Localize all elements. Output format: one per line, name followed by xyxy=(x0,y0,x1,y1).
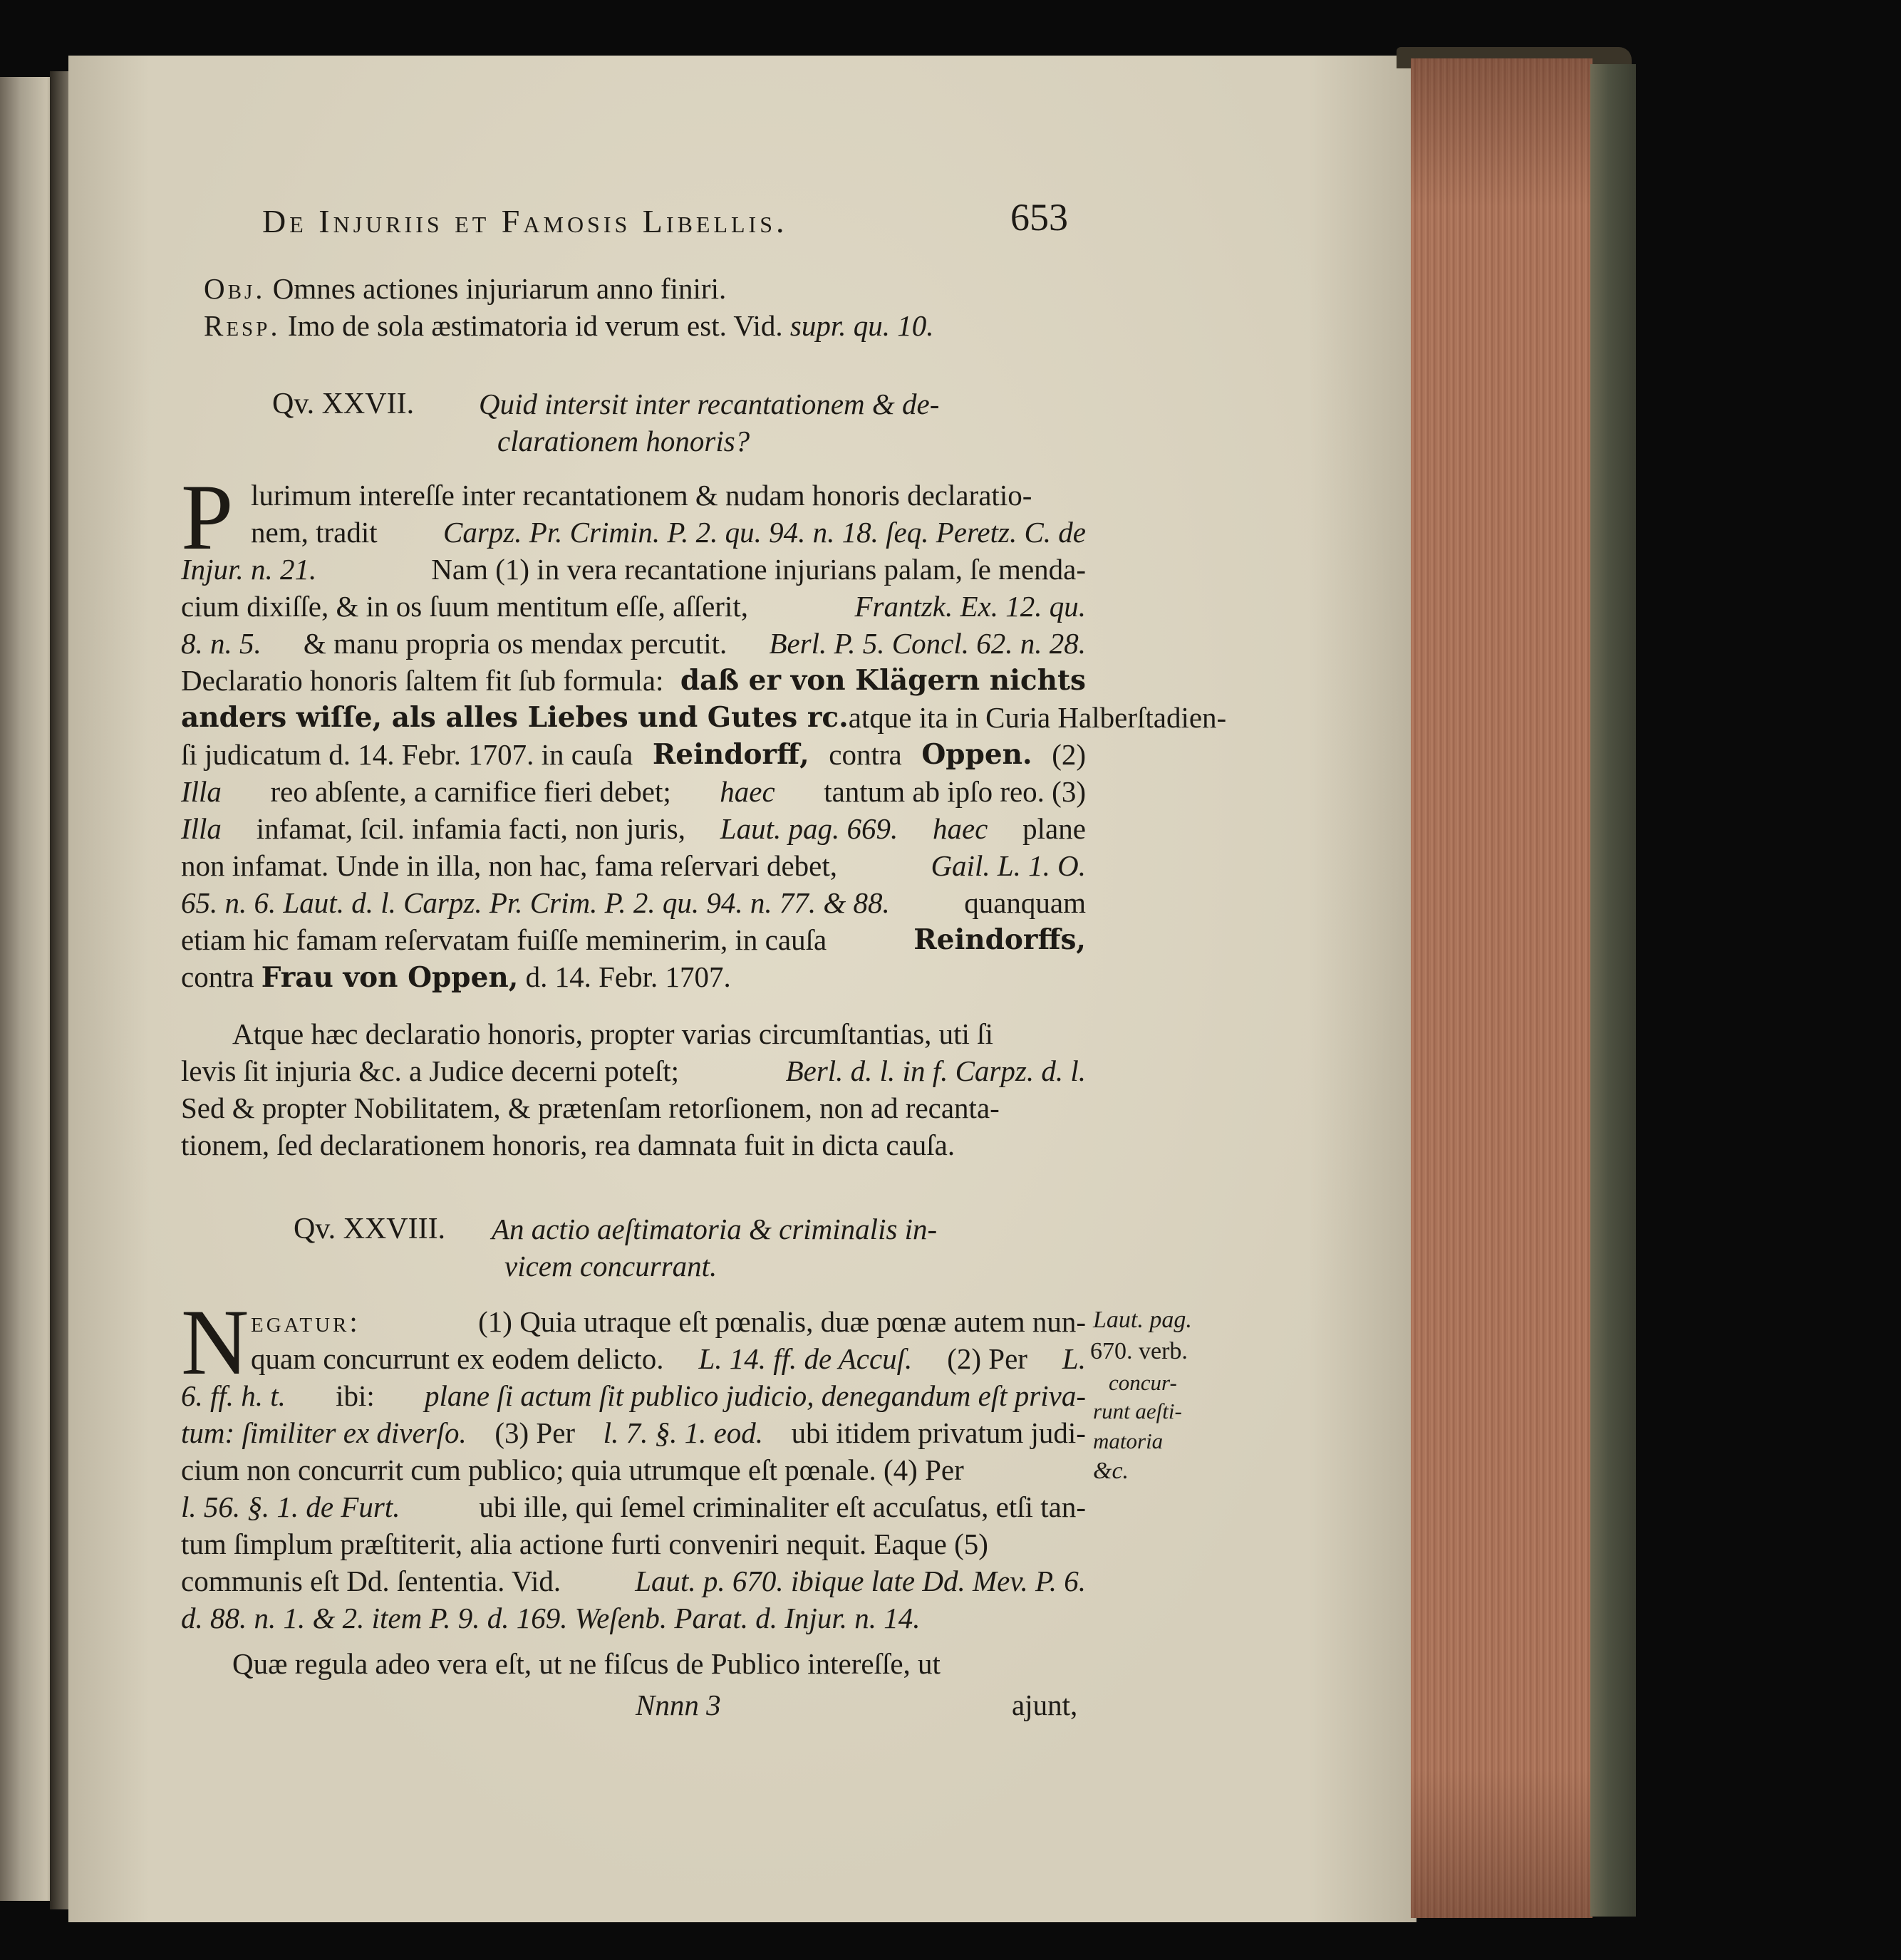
question-28-label: Qv. XXVIII. xyxy=(294,1213,446,1245)
catchword: ajunt, xyxy=(1012,1689,1078,1721)
p1-line-13: etiam hic famam reſervatam fuiſſe meminerim, in cauſa Reindorffs, xyxy=(181,923,1086,956)
p1-line-4: cium dixiſſe, & in os ſuum mentitum eſſe, aſſerit, Frantzk. Ex. 12. qu. xyxy=(181,590,1086,623)
question-27-title-line1: Quid intersit inter recantationem & de- xyxy=(479,388,940,420)
p2-line-3: Sed & propter Nobilitatem, & prætenſam retorſionem, non ad recanta- xyxy=(181,1092,1000,1124)
response-reference: supr. qu. 10. xyxy=(789,309,934,342)
p2-line-1: Atque hæc declaratio honoris, propter varias circumſtantias, uti ſi xyxy=(232,1017,993,1050)
p1-line-3: Injur. n. 21. Nam (1) in vera recantatione injurians palam, ſe menda- xyxy=(181,553,1086,586)
p3-line-2: quam concurrunt ex eodem delicto. L. 14. ff. de Accuſ. (2) Per L. xyxy=(251,1342,1086,1375)
drop-cap-p: P xyxy=(181,465,234,569)
objection-label: Obj. xyxy=(204,272,266,305)
p1-line-2: nem, tradit Carpz. Pr. Crimin. P. 2. qu. 94. n. 18. ſeq. Peretz. C. de xyxy=(251,516,1086,549)
p1-line-6: Declaratio honoris ſaltem fit ſub formula: daß er von Klägern nichts xyxy=(181,664,1086,697)
p3-line-6: l. 56. §. 1. de Furt. ubi ille, qui ſemel criminaliter eſt accuſatus, etſi tan- xyxy=(181,1490,1086,1523)
margin-note-line-4: runt aeſti- xyxy=(1093,1399,1182,1424)
question-27-label: Qv. XXVII. xyxy=(272,388,415,420)
drop-cap-n: N xyxy=(181,1290,249,1394)
p1-line-9: Illa reo abſente, a carnifice fieri debet; haec tantum ab ipſo reo. (3) xyxy=(181,775,1086,808)
margin-note-line-3: concur- xyxy=(1109,1370,1177,1395)
objection-line xyxy=(204,271,726,306)
question-28-title-line1: An actio aeſtimatoria & criminalis in- xyxy=(492,1213,938,1245)
objection-text: Omnes actiones injuriarum anno finiri. xyxy=(272,272,727,305)
p3-line-7: tum ſimplum præſtiterit, alia actione furti conveniri nequit. Eaque (5) xyxy=(181,1528,988,1560)
p1-line-10: Illa infamat, ſcil. infamia facti, non juris, Laut. pag. 669. haec plane xyxy=(181,812,1086,845)
p2-line-4: tionem, ſed declarationem honoris, rea damnata fuit in dicta cauſa. xyxy=(181,1129,955,1161)
question-27-title-line2: clarationem honoris? xyxy=(497,425,750,457)
p1-line-7: anders wiſſe, als alles Liebes und Gutes rc. atque ita in Curia Halberſtadien- xyxy=(181,701,1227,734)
p2-line-2: levis ſit injuria &c. a Judice decerni poteſt; Berl. d. l. in f. Carpz. d. l. xyxy=(181,1054,1086,1087)
running-head-title: De Injuriis et Famosis Libellis. xyxy=(262,203,788,239)
book-cover-edge xyxy=(1590,64,1636,1917)
margin-note-line-5: matoria xyxy=(1093,1428,1164,1453)
p1-line-8: ſi judicatum d. 14. Febr. 1707. in cauſa Reindorff, contra Oppen. (2) xyxy=(181,738,1086,771)
p1-line-5: 8. n. 5. & manu propria os mendax percutit. Berl. P. 5. Concl. 62. n. 28. xyxy=(181,627,1086,660)
p3-line-4: tum: ſimiliter ex diverſo. (3) Per l. 7. §. 1. eod. ubi itidem privatum judi- xyxy=(181,1416,1086,1449)
p3-line-5: cium non concurrit cum publico; quia utrumque eſt pœnale. (4) Per xyxy=(181,1453,964,1486)
response-line xyxy=(204,308,934,343)
page-fore-edge-shade xyxy=(1411,58,1592,1918)
page-number: 653 xyxy=(1010,196,1068,239)
response-label: Resp. xyxy=(204,309,281,342)
p1-line-1: lurimum intereſſe inter recantationem & nudam honoris declaratio- xyxy=(251,479,1032,512)
response-text: Imo de sola æstimatoria id verum est. Vid. xyxy=(287,309,783,342)
margin-note-line-6: &c. xyxy=(1093,1458,1129,1484)
margin-note-line-2: 670. verb. xyxy=(1090,1338,1188,1364)
p4-line-1: Quæ regula adeo vera eſt, ut ne fiſcus de Publico intereſſe, ut xyxy=(232,1647,941,1680)
p3-line-1: egatur: (1) Quia utraque eſt pœnalis, duæ pœnæ autem nun- xyxy=(251,1305,1086,1338)
p3-line-8: communis eſt Dd. ſententia. Vid. Laut. p. 670. ibique late Dd. Mev. P. 6. xyxy=(181,1565,1086,1597)
p3-line-9: d. 88. n. 1. & 2. item P. 9. d. 169. Weſenb. Parat. d. Injur. n. 14. xyxy=(181,1602,921,1634)
question-28-title-line2: vicem concurrant. xyxy=(504,1250,718,1282)
p3-line-3: 6. ff. h. t. ibi: plane ſi actum ſit publico judicio, denegandum eſt priva- xyxy=(181,1379,1086,1412)
signature-mark: Nnnn 3 xyxy=(636,1689,721,1721)
p1-line-11: non infamat. Unde in illa, non hac, fama reſervari debet, Gail. L. 1. O. xyxy=(181,849,1086,882)
p1-line-12: 65. n. 6. Laut. d. l. Carpz. Pr. Crim. P. 2. qu. 94. n. 77. & 88. quanquam xyxy=(181,886,1086,919)
margin-note-line-1: Laut. pag. xyxy=(1093,1307,1192,1333)
p1-line-14: contra Frau von Oppen, d. 14. Febr. 1707. xyxy=(181,960,731,994)
